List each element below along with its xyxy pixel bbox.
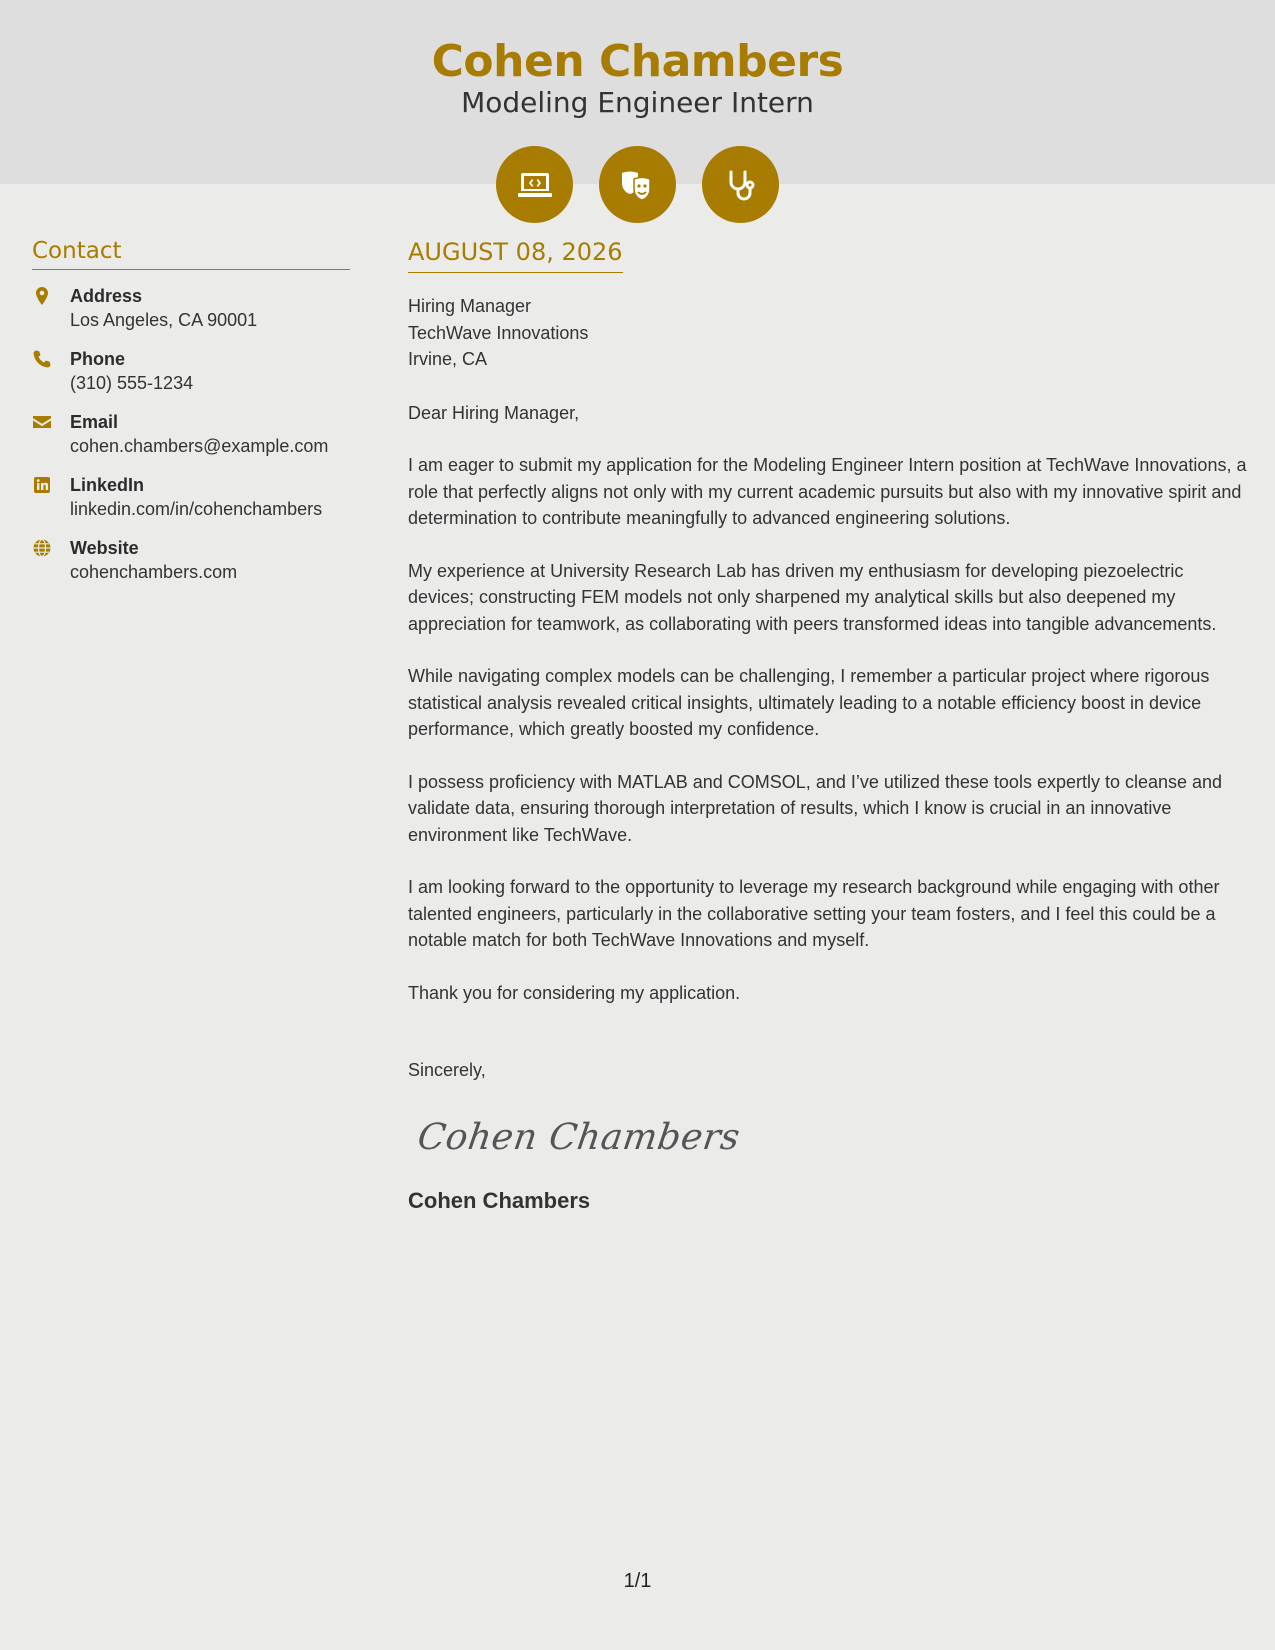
globe-icon [32, 536, 70, 585]
body-paragraph: I am looking forward to the opportunity to leverage my research background while engaging with other talented engineers, particularly in the collaborative setting your team fosters, and I feel this could be a notable match for both TechWave Innovations and myself. [408, 877, 1220, 950]
theater-masks-icon [599, 146, 676, 223]
laptop-code-icon [496, 146, 573, 223]
contact-label: Email [70, 412, 119, 432]
handwritten-signature: Cohen Chambers [415, 1117, 743, 1158]
salutation: Dear Hiring Manager, [408, 402, 580, 423]
contact-label: Phone [70, 349, 126, 369]
body-paragraph: My experience at University Research Lab has driven my enthusiasm for developing piezoelectric devices; constructing FEM models not only sharpened my analytical skills but also deepened my appreciation for teamwork, as collaborating with peers transformed ideas into tangible advancements. [408, 560, 1217, 634]
contact-value: Los Angeles, CA 90001 [70, 310, 258, 330]
contact-label: Website [70, 538, 139, 558]
closing: Sincerely, [408, 1060, 486, 1080]
contact-value[interactable]: cohenchambers.com [70, 562, 238, 582]
contact-value[interactable]: linkedin.com/in/cohenchambers [70, 499, 323, 519]
interest-icons [0, 146, 1275, 223]
page-number: 1/1 [623, 1570, 652, 1592]
contact-sidebar [32, 238, 350, 585]
contact-website [32, 536, 350, 585]
contact-phone [32, 347, 350, 396]
phone-icon [32, 347, 70, 396]
recipient-line: Hiring Manager [408, 296, 532, 316]
body-paragraph: While navigating complex models can be challenging, I remember a particular project where rigorous statistical analysis revealed critical insights, ultimately leading to a notable efficiency boost in device performance, which greatly boosted my confidence. [408, 666, 1210, 739]
candidate-role: Modeling Engineer Intern [461, 86, 814, 119]
contact-label: LinkedIn [70, 475, 145, 495]
candidate-name: Cohen Chambers [431, 36, 844, 87]
body-paragraph: I am eager to submit my application for the Modeling Engineer Intern position at TechWave Innovations, a role that perfectly aligns not only with my current academic pursuits but also with my innovative spirit and determination to contribute meaningfully to advanced engineering solutions. [408, 455, 1247, 528]
contact-value: (310) 555-1234 [70, 373, 194, 393]
contact-email [32, 410, 350, 459]
map-pin-icon [32, 284, 70, 333]
stethoscope-icon [702, 146, 779, 223]
cover-letter [408, 238, 1248, 1214]
recipient-line: Irvine, CA [408, 349, 488, 369]
body-paragraph: Thank you for considering my application. [408, 982, 741, 1003]
signer-name: Cohen Chambers [408, 1188, 591, 1213]
linkedin-icon [32, 473, 70, 522]
recipient-block [408, 293, 1248, 373]
contact-address [32, 284, 350, 333]
contact-value[interactable]: cohen.chambers@example.com [70, 436, 329, 456]
contact-heading: Contact [32, 238, 350, 270]
contact-linkedin [32, 473, 350, 522]
contact-label: Address [70, 286, 143, 306]
recipient-line: TechWave Innovations [408, 322, 589, 343]
body-paragraph: I possess proficiency with MATLAB and COMSOL, and I’ve utilized these tools expertly to cleanse and validate data, ensuring thorough interpretation of results, which I know is crucial in an innovative environment like TechWave. [408, 771, 1223, 845]
envelope-icon [32, 410, 70, 459]
letter-date: AUGUST 08, 2026 [408, 238, 623, 273]
